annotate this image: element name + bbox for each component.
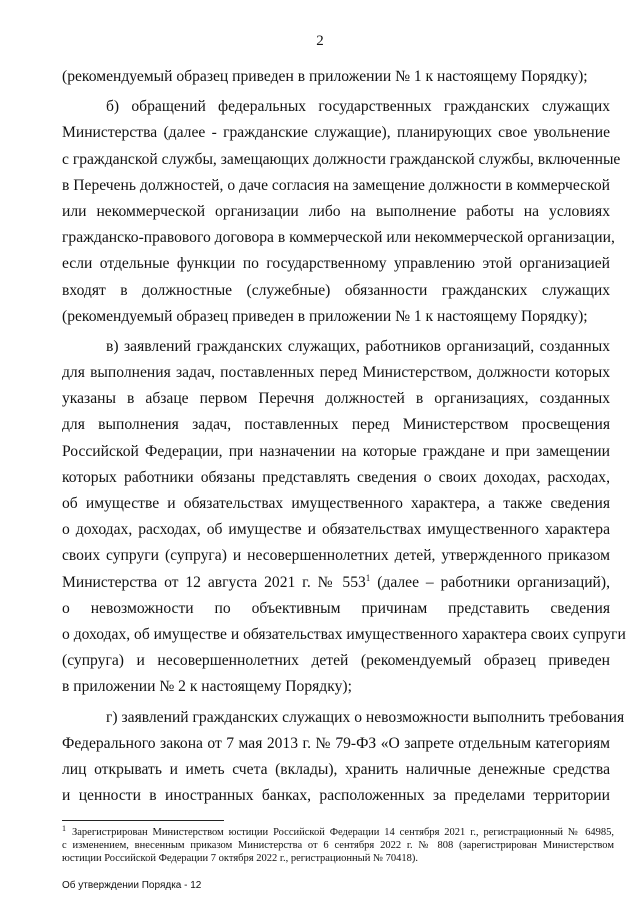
text-line: лиц открывать и иметь счета (вклады), хранить наличные денежные средства [62,760,610,778]
text-line: о доходах, расходах, об имуществе и обязательствах имущественного характера [62,521,610,539]
text-line: г) заявлений гражданских служащих о невозможности выполнить требования [106,708,625,726]
text-line: входят в должностные (служебные) обязанности гражданских служащих [62,281,610,299]
text-line: с гражданской службы, замещающих должности гражданской службы, включенные [62,150,621,168]
text-line: об имуществе и обязательствах имущественного характера, а также сведения [62,495,610,512]
footnote-line: с изменением, внесенным приказом Министерства от 6 сентября 2022 г. № 808 (зарегистрирован Министерством [62,840,614,852]
text-line: которых работники обязаны представлять сведения о своих доходах, расходах, [62,468,610,486]
footnote-mark: 1 [62,824,66,833]
text-line: о невозможности по объективным причинам представить сведения [62,599,610,617]
text-segment: Министерства от 12 августа 2021 г. № 553 [62,573,366,591]
text-line: в приложении № 2 к настоящему Порядку); [62,678,352,696]
text-line-with-footnote [62,570,610,596]
text-line: Федерального закона от 7 мая 2013 г. № 79-ФЗ «О запрете отдельным категориям [62,734,610,752]
text-line: Российской Федерации, при назначении на которые граждане и при замещении [62,442,610,460]
footnote-text: Зарегистрирован Министерством юстиции Российской Федерации 14 сентября 2021 г., регистрационный № 64985, [72,827,614,838]
text-line: или некоммерческой организации либо на выполнение работы на условиях [62,202,610,220]
text-line: своих супруги (супруга) и несовершеннолетних детей, утвержденного приказом [62,547,610,565]
text-line: гражданско-правового договора в коммерческой или некоммерческой организации, [62,229,615,247]
text-line: б) обращений федеральных государственных гражданских служащих [106,98,610,116]
text-line: для выполнения задач, поставленных перед Министерством, должности которых [62,364,610,382]
footnote [62,826,614,866]
text-line: указаны в абзаце первом Перечня должностей в организациях, созданных [62,390,610,408]
footnote-line: юстиции Российской Федерации 7 октября 2022 г., регистрационный № 70418). [62,853,418,865]
text-line: о доходах, об имуществе и обязательствах имущественного характера своих супруги [62,625,626,643]
text-segment: (далее – работники организаций), [370,573,610,591]
text-line: если отдельные функции по государственному управлению этой организацией [62,255,610,273]
text-line: в Перечень должностей, о даче согласия на замещение должности в коммерческой [62,176,610,194]
page-number: 2 [316,33,324,49]
footnote-reference: 1 [365,572,371,583]
footnote-line [62,826,614,839]
footnote-separator [62,820,224,821]
document-body [62,64,626,809]
text-line: (супруга) и несовершеннолетних детей (рекомендуемый образец приведен [62,652,610,670]
text-line: для выполнения задач, поставленных перед Министерством просвещения [62,416,610,434]
page-footer: Об утверждении Порядка - 12 [62,880,202,891]
text-line: (рекомендуемый образец приведен в приложении № 1 к настоящему Порядку); [62,307,588,325]
text-line: в) заявлений гражданских служащих, работников организаций, созданных [106,337,610,355]
text-line: Министерства (далее - гражданские служащие), планирующих свое увольнение [62,124,610,142]
text-line: (рекомендуемый образец приведен в приложении № 1 к настоящему Порядку); [62,68,588,85]
text-line: и ценности в иностранных банках, расположенных за пределами территории [62,787,610,805]
